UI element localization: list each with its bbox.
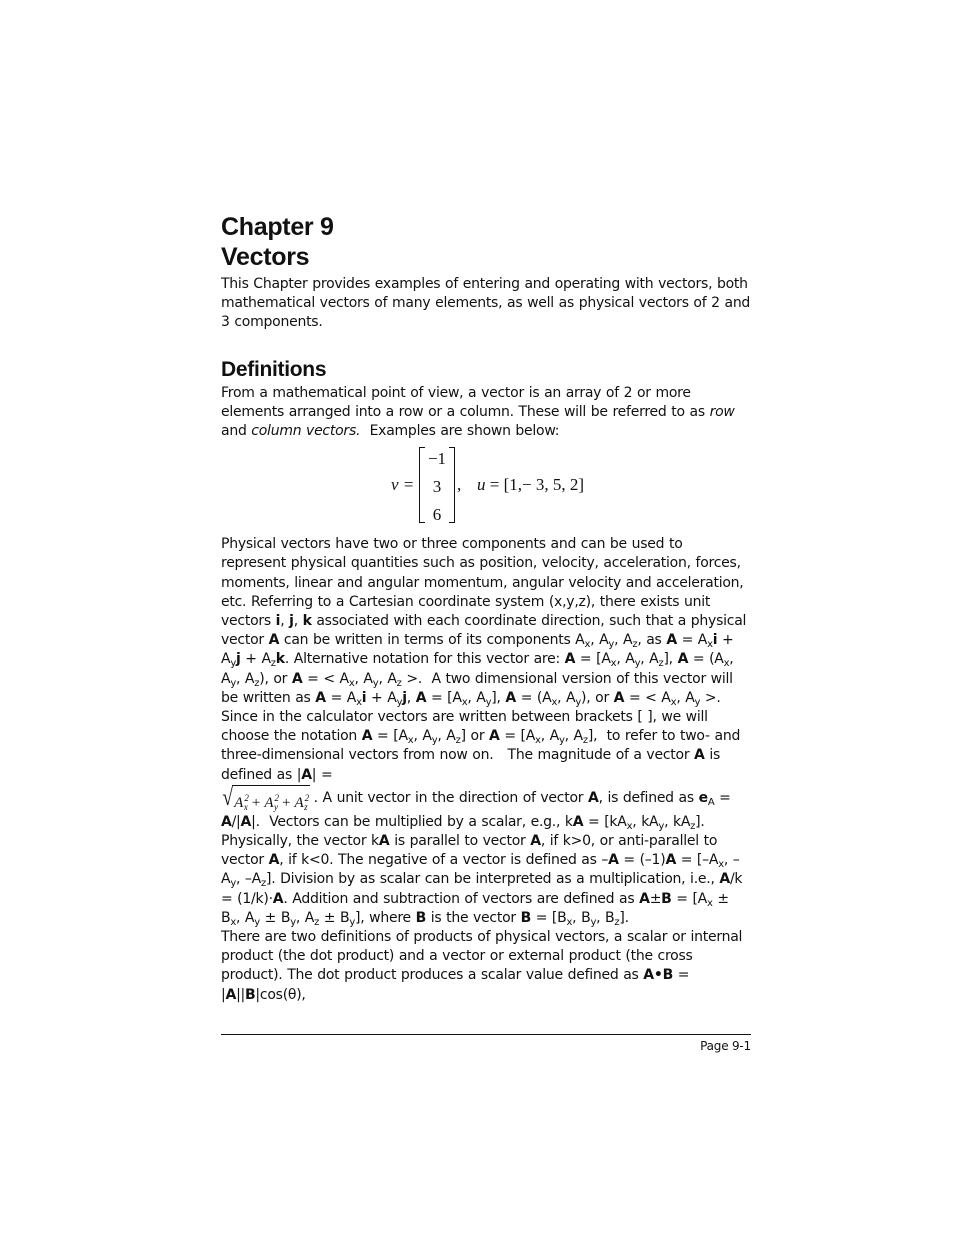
physical-vectors-paragraph: Physical vectors have two or three components and can be used to represent physical quantities such as position, velocity, acceleration, forces, moments, linear and angular momentum, angular velocity and acceleration, etc. Referring to a Cartesian coordinate system (x,y,z), there exists unit vectors i, j, k associated with each coordinate direction, such that a physical vector A can be written in terms of its components $A_x$, $A_y$, $A_z$, as $A = A_xi + A_yj + A_zk$. Alternative notation for this vector are: $A = [A_x$, $A_y$, $A_z$], $A = (A_x$, $A_y$, $A_z$), or A = < $A_x$, $A_y$, $A_z$ >. A two dimensional version of this vector will be written as $A = A_xi + A_yj$, $A = [A_x$, $A_y$], $A = (A_x$, $A_y$), or A = < $A_x$, $A_y$ >. Since in the calculator vectors are written between brackets [ ], we will choose the notation $A = [A_x$, $A_y$, $A_z$] or $A = [A_x$, $A_y$, $A_z$], to refer to two- and three-dimensional vectors from now on. The magnitude of a vector A is defined as |A| = bbox=[221, 536, 747, 783]
magnitude-formula: √ $A^2_x + A^2_y + A^2_z$ bbox=[222, 784, 310, 812]
column-vector bbox=[425, 445, 449, 529]
column-entry: −1 bbox=[427, 449, 447, 469]
vector-equation bbox=[221, 445, 751, 529]
unit-vector-text: . A unit vector in the direction of vector A, is defined as $e_A$ = bbox=[313, 789, 731, 808]
row-vector: u = [1,− 3, 5, 2] bbox=[477, 475, 584, 495]
equation-comma: , bbox=[457, 475, 462, 495]
footer-rule bbox=[221, 1034, 751, 1035]
scalar-operations-paragraph: A/|A|. Vectors can be multiplied by a scalar, e.g., kA = [$kA_x$, $kA_y$, $kA_z$]. Physically, the vector kA is parallel to vector A, if k>0, or anti-parallel to vector A, if k<0. The negative of a vector is defined as $-A = (-1)A = [-A_x$, $-A_y$, $-A_z$]. Division by as scalar can be interpreted as a multiplication, i.e., A/k = (1/k)·A. Addition and subtraction of vectors are defined as $A\pm B = [A_x \pm B_x$, $A_y \pm B_y$, $A_z \pm B_y$], where B is the vector $B = [B_x$, $B_y$, $B_z$]. bbox=[221, 813, 743, 928]
products-paragraph: There are two definitions of products of physical vectors, a scalar or internal product (the dot product) and a vector or external product (the cross product). The dot product produces a scalar value defined as A•B = |A||B|cos(θ), bbox=[221, 929, 743, 1003]
right-bracket bbox=[449, 447, 455, 523]
column-entry: 6 bbox=[432, 505, 442, 525]
definitions-paragraph: From a mathematical point of view, a vector is an array of 2 or more elements arranged into a row or a column. These will be referred to as row and column vectors. Examples are shown below: bbox=[221, 384, 735, 440]
magnitude-line bbox=[221, 785, 751, 813]
page-number: Page 9-1 bbox=[700, 1039, 751, 1053]
v-label: v = bbox=[391, 475, 415, 495]
intro-paragraph: This Chapter provides examples of entering and operating with vectors, both mathematical vectors of many elements, as well as physical vectors of 2 and 3 components. bbox=[221, 276, 751, 331]
definitions-heading: Definitions bbox=[221, 357, 327, 381]
chapter-number: Chapter 9 bbox=[221, 213, 334, 241]
column-entry: 3 bbox=[432, 477, 442, 497]
chapter-title: Vectors bbox=[221, 243, 310, 271]
page-content bbox=[221, 212, 751, 1005]
